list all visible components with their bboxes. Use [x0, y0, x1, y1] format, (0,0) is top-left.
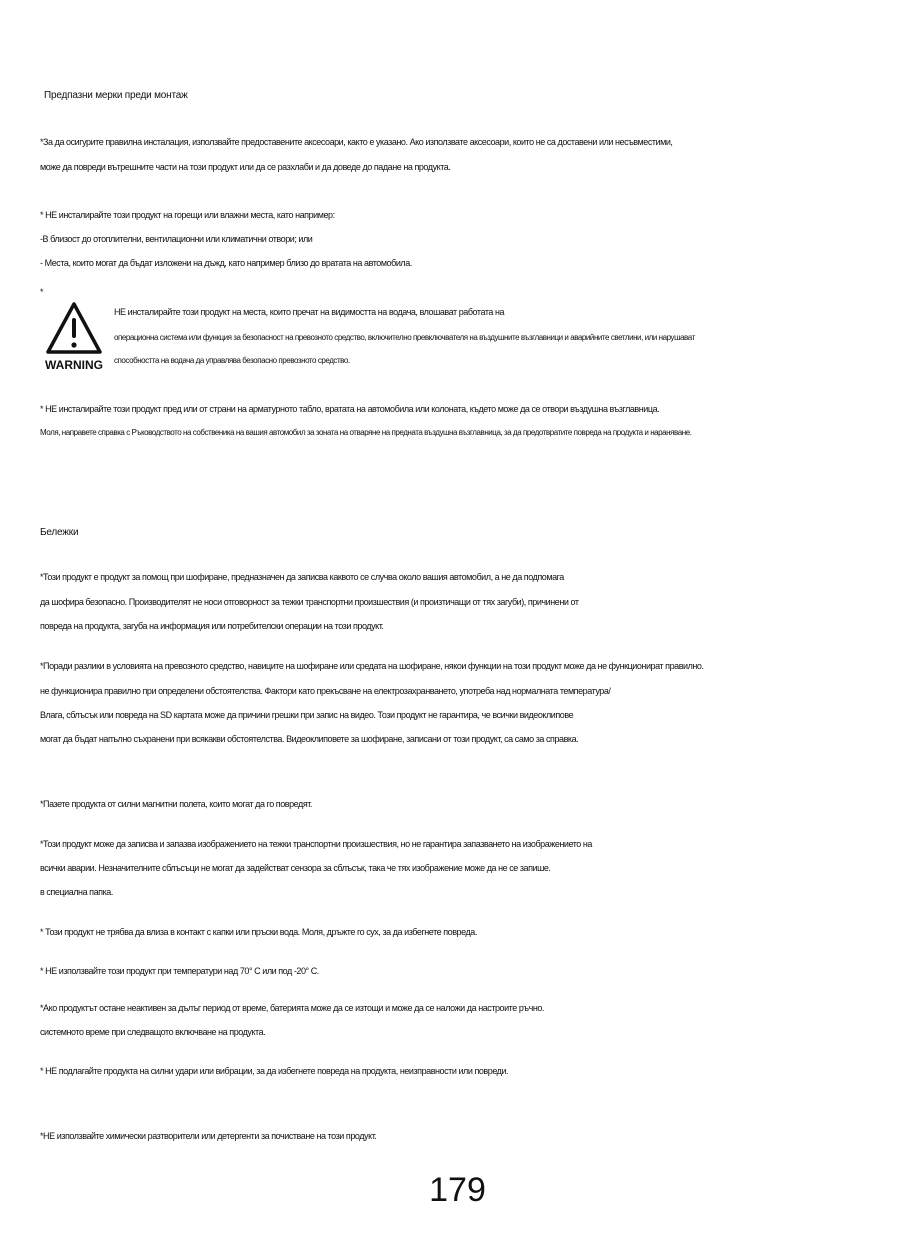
precaution-text: операционна система или функция за безопасност на превозното средство, включително превключвателя на въздушните възглавници и аварийните светлини, или нарушават — [114, 333, 695, 342]
note-text: * НЕ използвайте този продукт при температури над 70° C или под -20° C. — [40, 966, 319, 976]
note-text: всички аварии. Незначителните сблъсъци не могат да задействат сензора за сблъсък, така че тях изображение може да не се запише. — [40, 863, 551, 873]
warning-icon — [44, 300, 104, 372]
note-text: * НЕ подлагайте продукта на силни удари или вибрации, за да избегнете повреда на продукта, неизправности или повреди. — [40, 1066, 509, 1076]
note-text: в специална папка. — [40, 887, 113, 897]
notes-title: Бележки — [40, 527, 79, 538]
precaution-text: способността на водача да управлява безопасно превозното средство. — [114, 356, 350, 365]
precaution-text: - Места, които могат да бъдат изложени на дъжд, като например близо до вратата на автомобила. — [40, 258, 412, 268]
note-text: *Ако продуктът остане неактивен за дълъг период от време, батерията може да се изтощи и може да се наложи да настроите ръчно. — [40, 1003, 544, 1013]
precaution-text: * НЕ инсталирайте този продукт на горещи или влажни места, като например: — [40, 210, 335, 220]
precaution-text: може да повреди вътрешните части на този продукт или да се разхлаби и да доведе до падане на продукта. — [40, 162, 451, 172]
precaution-text: -В близост до отоплителни, вентилационни или климатични отвори; или — [40, 234, 313, 244]
note-text: не функционира правилно при определени обстоятелства. Фактори като прекъсване на електрозахранването, употреба над нормалната температура/ — [40, 686, 611, 696]
precaution-text: НЕ инсталирайте този продукт на места, които пречат на видимостта на водача, влошават работата на — [114, 307, 505, 317]
precaution-text: Моля, направете справка с Ръководството на собственика на вашия автомобил за зоната на отваряне на предната въздушна възглавница, за да предотвратите повреда на продукта и нараняване. — [40, 428, 692, 437]
note-text: системното време при следващото включване на продукта. — [40, 1027, 266, 1037]
note-text: * Този продукт не трябва да влиза в контакт с капки или пръски вода. Моля, дръжте го сух, за да избегнете повреда. — [40, 927, 477, 937]
precaution-star: * — [40, 287, 44, 297]
precautions-title: Предпазни мерки преди монтаж — [44, 90, 188, 101]
note-text: *Този продукт е продукт за помощ при шофиране, предназначен да записва каквото се случва около вашия автомобил, а не да подпомага — [40, 572, 564, 582]
note-text: да шофира безопасно. Производителят не носи отговорност за тежки транспортни произшествия (и произтичащи от тях загуби), причинени от — [40, 597, 579, 607]
note-text: *Този продукт може да записва и запазва изображението на тежки транспортни произшествия, но не гарантира запазването на изображението на — [40, 839, 592, 849]
note-text: Влага, сблъсък или повреда на SD картата може да причини грешки при запис на видео. Този продукт не гарантира, че всички видеоклипове — [40, 710, 574, 720]
warning-label: WARNING — [45, 358, 103, 372]
note-text: *Поради разлики в условията на превозното средство, навиците на шофиране или средата на шофиране, някои функции на този продукт може да не функционират правилно. — [40, 661, 704, 671]
precaution-text: *За да осигурите правилна инсталация, използвайте предоставените аксесоари, както е указано. Ако използвате аксесоари, които не са доставени или несъвместими, — [40, 137, 673, 147]
precaution-text: * НЕ инсталирайте този продукт пред или от страни на арматурното табло, вратата на автомобила или колоната, където може да се отвори въздушна възглавница. — [40, 404, 660, 414]
page-number: 179 — [429, 1171, 486, 1209]
note-text: *Пазете продукта от силни магнитни полета, които могат да го повредят. — [40, 799, 312, 809]
note-text: *НЕ използвайте химически разтворители или детергенти за почистване на този продукт. — [40, 1131, 377, 1141]
note-text: могат да бъдат напълно съхранени при всякакви обстоятелства. Видеоклиповете за шофиране, записани от този продукт, са само за справка. — [40, 734, 579, 744]
note-text: повреда на продукта, загуба на информация или потребителски операции на този продукт. — [40, 621, 384, 631]
